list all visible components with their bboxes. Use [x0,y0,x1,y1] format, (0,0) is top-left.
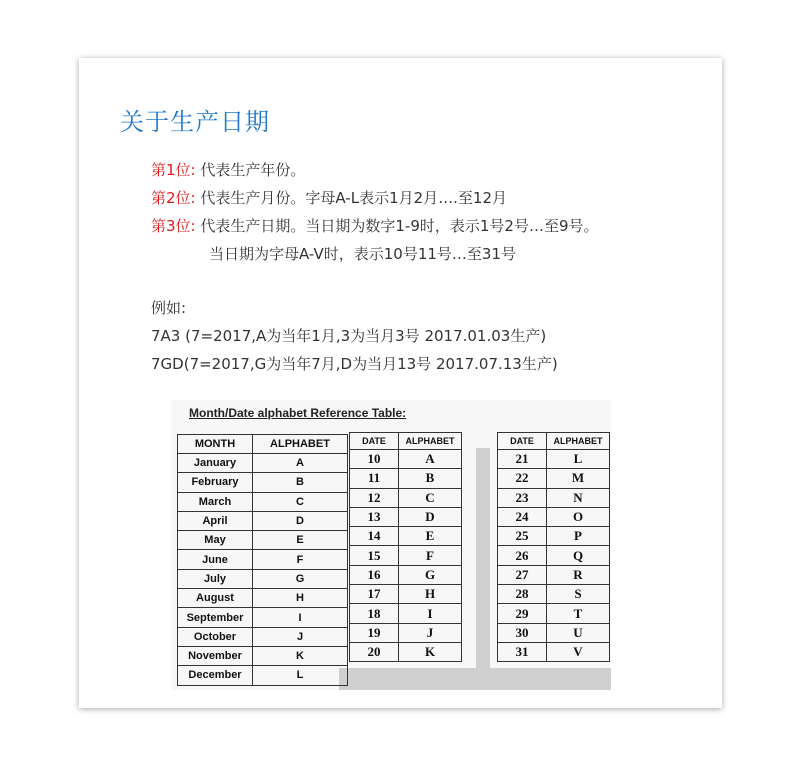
table-row [498,450,610,469]
table-cell: I [253,608,348,627]
table-row [498,585,610,604]
table-row [498,565,610,584]
example-block [151,294,558,378]
table-cell: June [178,550,253,569]
table-row [498,604,610,623]
table-row [350,469,462,488]
reference-table-image [171,400,611,690]
table-cell: 23 [498,488,547,507]
rule-2-text: 代表生产月份。字母A-L表示1月2月….至12月 [195,189,508,207]
page-title: 关于生产日期 [120,108,270,136]
table-cell: July [178,569,253,588]
table-row [498,527,610,546]
table-row [178,473,348,492]
shaded-area [339,668,611,690]
table-cell: I [399,604,462,623]
table-cell: B [253,473,348,492]
table-row [350,623,462,642]
table-row [350,450,462,469]
table-cell: E [253,531,348,550]
table-cell: J [253,627,348,646]
table-cell: M [547,469,610,488]
table-cell: S [547,585,610,604]
rule-3 [151,212,599,240]
table-cell: B [399,469,462,488]
table-row [178,646,348,665]
table-cell: November [178,646,253,665]
table-row [498,642,610,661]
table-row [178,608,348,627]
table-cell: 10 [350,450,399,469]
rule-3-position: 第3位: [151,217,196,235]
table-cell: H [253,589,348,608]
reference-table-title: Month/Date alphabet Reference Table: [189,406,407,420]
table-cell: D [253,511,348,530]
table-cell: V [547,642,610,661]
rule-2 [151,184,599,212]
rule-1-text: 代表生产年份。 [195,161,306,179]
table-cell: 31 [498,642,547,661]
table-cell: 22 [498,469,547,488]
example-heading: 例如: [151,299,187,317]
table-cell: O [547,507,610,526]
table-cell: 13 [350,507,399,526]
date-header: DATE [350,433,399,450]
rules-list [151,156,599,268]
table-cell: 21 [498,450,547,469]
table-cell: U [547,623,610,642]
table-cell: E [399,527,462,546]
table-cell: C [399,488,462,507]
date-alphabet-header: ALPHABET [399,433,462,450]
table-cell: F [399,546,462,565]
table-row [178,569,348,588]
date-table-2 [497,432,610,662]
table-cell: 14 [350,527,399,546]
content-card [79,58,722,708]
example-line-1: 7A3 (7=2017,A为当年1月,3为当月3号 2017.01.03生产) [151,327,547,345]
table-cell: 16 [350,565,399,584]
table-row [498,546,610,565]
table-cell: G [253,569,348,588]
table-row [178,627,348,646]
table-row [498,469,610,488]
table-row [178,492,348,511]
table-row [178,531,348,550]
table-cell: C [253,492,348,511]
table-row [178,454,348,473]
table-row [178,511,348,530]
table-row [350,507,462,526]
table-cell: February [178,473,253,492]
table-cell: P [547,527,610,546]
month-alphabet-header: ALPHABET [253,435,348,454]
table-row [350,604,462,623]
table-row [350,565,462,584]
table-cell: 18 [350,604,399,623]
table-cell: L [547,450,610,469]
table-row [350,585,462,604]
table-row [350,527,462,546]
table-cell: 24 [498,507,547,526]
rule-3-continued: 当日期为字母A-V时，表示10号11号…至31号 [209,245,516,263]
table-row [178,550,348,569]
table-cell: D [399,507,462,526]
table-cell: N [547,488,610,507]
table-row [350,488,462,507]
table-cell: August [178,589,253,608]
table-row [350,642,462,661]
table-row [498,623,610,642]
table-row [178,589,348,608]
rule-1 [151,156,599,184]
table-cell: K [253,646,348,665]
table-cell: May [178,531,253,550]
table-cell: December [178,666,253,685]
table-cell: 15 [350,546,399,565]
table-cell: L [253,666,348,685]
rule-3-text: 代表生产日期。当日期为数字1-9时，表示1号2号…至9号。 [195,217,599,235]
table-row [498,507,610,526]
rule-2-position: 第2位: [151,189,196,207]
table-row [350,546,462,565]
table-cell: 28 [498,585,547,604]
table-cell: October [178,627,253,646]
example-line-2: 7GD(7=2017,G为当年7月,D为当月13号 2017.07.13生产) [151,355,558,373]
table-cell: January [178,454,253,473]
table-cell: 12 [350,488,399,507]
table-cell: 11 [350,469,399,488]
table-cell: F [253,550,348,569]
table-cell: March [178,492,253,511]
table-cell: G [399,565,462,584]
month-table [177,434,348,686]
shaded-column [476,448,490,668]
table-cell: 27 [498,565,547,584]
table-cell: 25 [498,527,547,546]
month-header: MONTH [178,435,253,454]
date-table-1 [349,432,462,662]
table-cell: April [178,511,253,530]
table-row [178,666,348,685]
table-cell: Q [547,546,610,565]
table-cell: T [547,604,610,623]
table-cell: September [178,608,253,627]
table-cell: R [547,565,610,584]
table-cell: 20 [350,642,399,661]
table-cell: 30 [498,623,547,642]
table-cell: 29 [498,604,547,623]
table-cell: 26 [498,546,547,565]
table-cell: A [399,450,462,469]
rule-1-position: 第1位: [151,161,196,179]
table-row [498,488,610,507]
table-cell: 17 [350,585,399,604]
date-header: DATE [498,433,547,450]
table-cell: J [399,623,462,642]
table-cell: 19 [350,623,399,642]
table-cell: A [253,454,348,473]
date-alphabet-header: ALPHABET [547,433,610,450]
table-cell: H [399,585,462,604]
table-cell: K [399,642,462,661]
